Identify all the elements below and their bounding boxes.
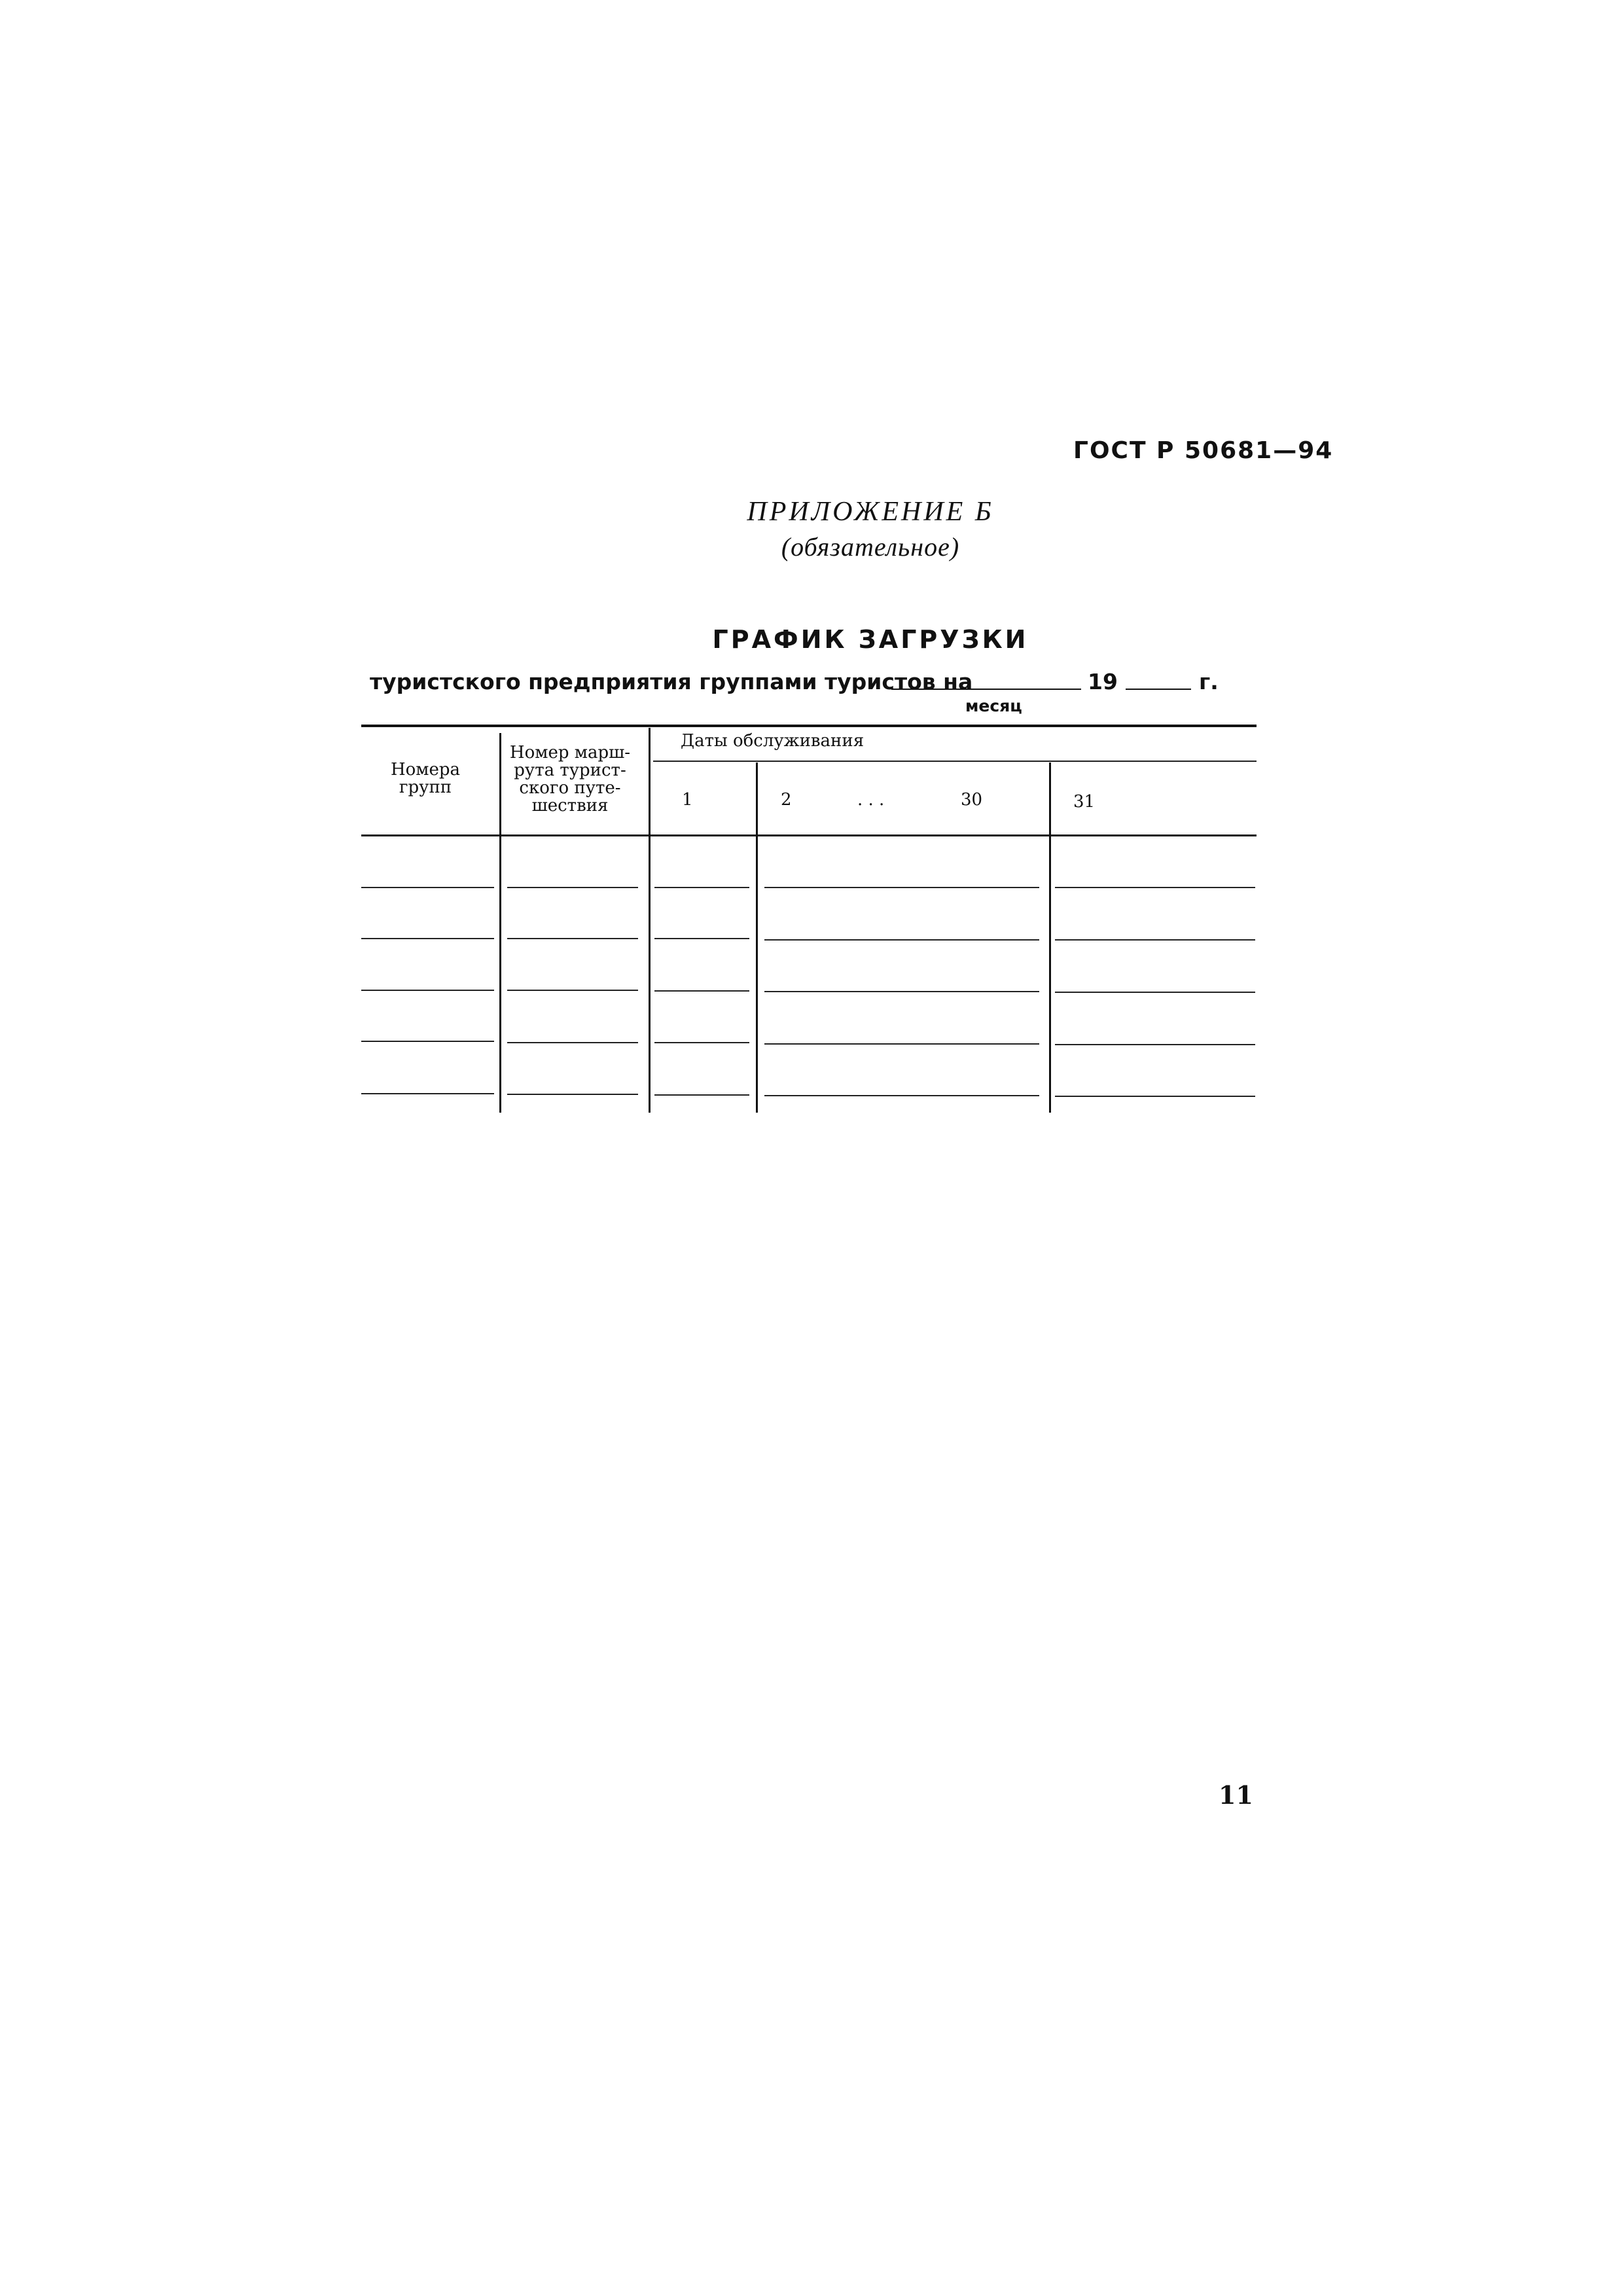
month-caption: месяц: [965, 696, 1022, 715]
dates-header-divider: [653, 761, 1257, 762]
row-rule-3-col-3: [654, 990, 749, 992]
date-label-31: 31: [1073, 792, 1096, 812]
row-rule-1-col-3: [654, 887, 749, 888]
row-rule-5-col-5: [1055, 1096, 1255, 1097]
row-rule-5-col-3: [654, 1094, 749, 1096]
header-group-numbers: [363, 761, 488, 797]
header-group-numbers-line-1: Номера: [390, 760, 461, 780]
row-rule-5-col-1: [361, 1093, 494, 1094]
form-title: ГРАФИК ЗАГРУЗКИ: [712, 625, 1029, 654]
header-dates-of-service: Даты обслуживания: [681, 731, 865, 751]
row-rule-3-col-1: [361, 990, 494, 991]
header-route-number-line-4: шествия: [531, 796, 609, 816]
header-route-number-line-2: рута турист-: [514, 761, 626, 780]
row-rule-2-col-4: [764, 939, 1039, 941]
row-rule-4-col-4: [764, 1043, 1039, 1045]
document-code: ГОСТ Р 50681—94: [1073, 437, 1334, 464]
row-rule-2-col-3: [654, 938, 749, 939]
row-rule-2-col-1: [361, 938, 494, 939]
date-label-2: 2: [781, 790, 792, 810]
page-number: 11: [1219, 1780, 1253, 1810]
date-ellipsis: . . .: [857, 790, 885, 810]
row-rule-1-col-1: [361, 887, 494, 888]
col-divider-1: [499, 733, 501, 1113]
header-group-numbers-line-2: групп: [399, 778, 452, 797]
row-rule-4-col-2: [507, 1042, 638, 1043]
month-blank-line: [891, 689, 1081, 690]
row-rule-5-col-2: [507, 1094, 638, 1095]
col-divider-2: [649, 728, 651, 1113]
date-label-1: 1: [682, 790, 693, 810]
row-rule-5-col-4: [764, 1095, 1039, 1096]
header-bottom-rule: [361, 834, 1257, 836]
row-rule-3-col-5: [1055, 992, 1255, 993]
row-rule-4-col-3: [654, 1042, 749, 1043]
year-prefix: 19: [1088, 669, 1118, 694]
row-rule-1-col-5: [1055, 887, 1255, 888]
row-rule-4-col-5: [1055, 1044, 1255, 1045]
row-rule-2-col-2: [507, 938, 638, 939]
row-rule-1-col-4: [764, 887, 1039, 888]
row-rule-2-col-5: [1055, 939, 1255, 941]
row-rule-1-col-2: [507, 887, 638, 888]
row-rule-4-col-1: [361, 1041, 494, 1042]
year-blank-line: [1126, 689, 1191, 690]
row-rule-3-col-4: [764, 991, 1039, 992]
appendix-note: (обязательное): [781, 532, 960, 562]
table-top-rule: [361, 725, 1257, 727]
header-route-number-line-3: ского путе-: [519, 778, 621, 798]
header-route-number: [501, 744, 639, 815]
date-label-30: 30: [961, 790, 983, 810]
year-suffix: г.: [1199, 669, 1219, 694]
appendix-title: ПРИЛОЖЕНИЕ Б: [747, 497, 994, 527]
col-divider-4: [1049, 762, 1051, 1113]
row-rule-3-col-2: [507, 990, 638, 991]
header-route-number-line-1: Номер марш-: [509, 743, 631, 762]
form-subtitle: туристского предприятия группами туристов на: [370, 669, 973, 694]
col-divider-3: [756, 762, 758, 1113]
